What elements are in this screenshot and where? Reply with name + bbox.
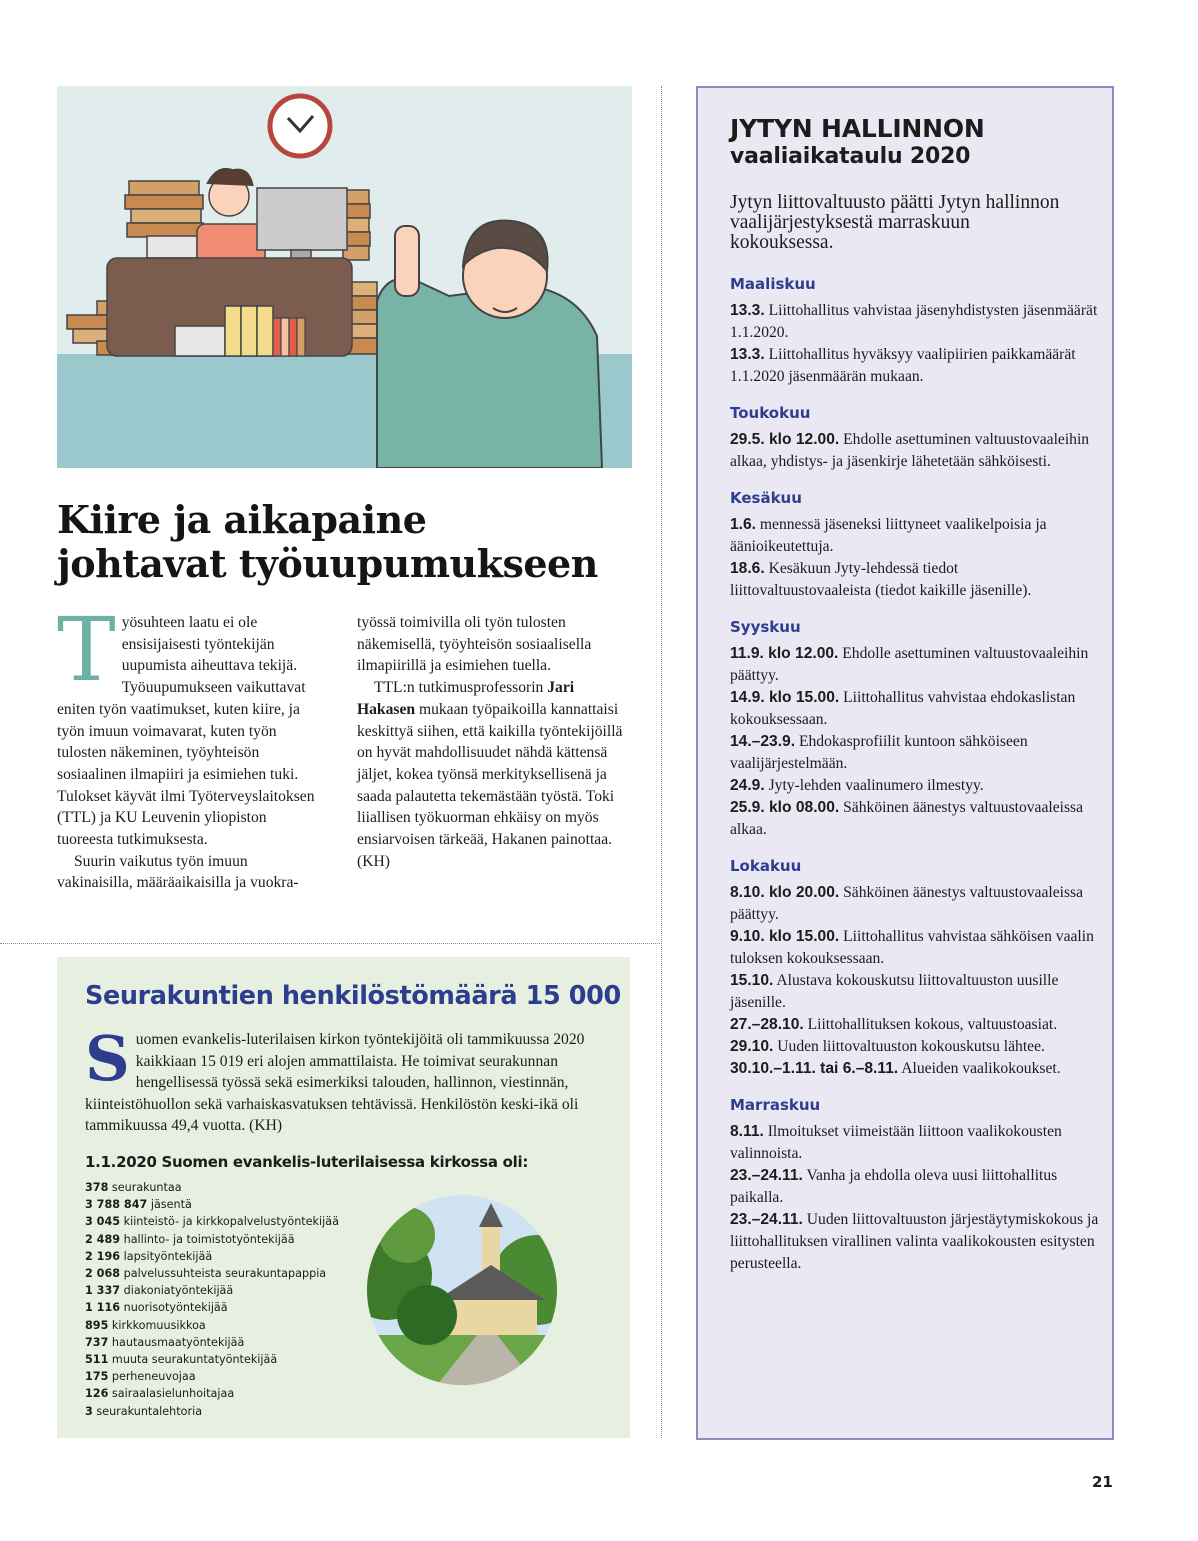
entry-text: Sähköinen äänestys valtuustovaaleissa alkaa. bbox=[730, 799, 1084, 838]
month-heading: Toukokuu bbox=[730, 404, 811, 422]
stat-label: sairaalasielunhoitajaa bbox=[111, 1387, 235, 1401]
article-paragraph bbox=[357, 677, 635, 872]
entry-date: 27.–28.10. bbox=[730, 1016, 804, 1033]
entry-text: Vanha ja ehdolla oleva uusi liittohallitus paikalla. bbox=[730, 1167, 1058, 1206]
paragraph-text: TTL:n tutkimusprofessorin bbox=[374, 679, 548, 697]
entry-date: 18.6. bbox=[730, 560, 765, 577]
stat-item bbox=[85, 1403, 339, 1420]
entry-date: 13.3. bbox=[730, 346, 765, 363]
entry-text: Sähköinen äänestys valtuustovaaleissa päättyy. bbox=[730, 884, 1084, 923]
headline-line-2: johtavat työuupumukseen bbox=[57, 541, 598, 586]
month-heading: Kesäkuu bbox=[730, 489, 802, 507]
schedule-month-section bbox=[730, 402, 1100, 473]
stat-number: 737 bbox=[85, 1335, 109, 1349]
stat-item bbox=[85, 1299, 339, 1316]
schedule-month-section bbox=[730, 616, 1100, 841]
stat-item bbox=[85, 1351, 339, 1368]
schedule-entry bbox=[730, 775, 1100, 797]
stat-label: hautausmaatyöntekijää bbox=[111, 1335, 245, 1349]
stat-item bbox=[85, 1385, 339, 1402]
stat-number: 511 bbox=[85, 1353, 109, 1367]
stat-label: diakoniatyöntekijää bbox=[123, 1284, 234, 1298]
stat-number: 895 bbox=[85, 1318, 109, 1332]
article-column-2 bbox=[357, 612, 635, 872]
office-stress-illustration bbox=[57, 86, 632, 468]
schedule-entry bbox=[730, 300, 1100, 344]
entry-date: 29.10. bbox=[730, 1038, 774, 1055]
stat-label: hallinto- ja toimistotyöntekijää bbox=[123, 1232, 295, 1246]
page-number: 21 bbox=[1092, 1473, 1113, 1491]
entry-text: Alueiden vaalikokoukset. bbox=[898, 1060, 1061, 1077]
entry-date: 15.10. bbox=[730, 972, 774, 989]
schedule-entry bbox=[730, 1058, 1100, 1080]
entry-date: 11.9. klo 12.00. bbox=[730, 645, 839, 662]
schedule-entry bbox=[730, 643, 1100, 687]
schedule-month-section bbox=[730, 1094, 1100, 1275]
entry-date: 13.3. bbox=[730, 302, 765, 319]
drop-cap: S bbox=[85, 1022, 130, 1095]
month-heading: Maaliskuu bbox=[730, 275, 816, 293]
entry-text: Uuden liittovaltuuston kokouskutsu lähtee. bbox=[773, 1038, 1045, 1055]
entry-text: Liittohallituksen kokous, valtuustoasiat. bbox=[803, 1016, 1058, 1033]
schedule-subtitle: vaaliaikataulu 2020 bbox=[730, 144, 971, 169]
stat-label: nuorisotyöntekijää bbox=[123, 1301, 228, 1315]
entry-date: 29.5. klo 12.00. bbox=[730, 431, 840, 448]
stat-number: 126 bbox=[85, 1387, 109, 1401]
church-photo bbox=[367, 1195, 557, 1385]
stat-item bbox=[85, 1317, 339, 1334]
entry-date: 1.6. bbox=[730, 516, 757, 533]
stat-label: seurakuntalehtoria bbox=[96, 1404, 203, 1418]
church-stats-list bbox=[85, 1179, 339, 1420]
schedule-entry bbox=[730, 797, 1100, 841]
month-heading: Syyskuu bbox=[730, 618, 801, 636]
entry-text: Liittohallitus vahvistaa sähköisen vaalin tuloksen kokouksessaan. bbox=[730, 928, 1094, 967]
entry-date: 8.10. klo 20.00. bbox=[730, 884, 840, 901]
stat-number: 2 068 bbox=[85, 1267, 121, 1281]
entry-text: Ehdokasprofiilit kuntoon sähköiseen vaalijärjestelmään. bbox=[730, 733, 1028, 772]
article-paragraph: työssä toimivilla oli työn tulosten näkemisellä, työyhteisön sosiaalisella ilmapiirillä ja esimiehen tuella. bbox=[357, 614, 592, 675]
stat-item bbox=[85, 1282, 339, 1299]
stat-number: 2 196 bbox=[85, 1249, 121, 1263]
entry-text: Uuden liittovaltuuston järjestäytymiskokous ja liittohallituksen virallinen valinta vaalikokousten esitysten perusteella. bbox=[730, 1211, 1099, 1272]
stat-item bbox=[85, 1334, 339, 1351]
schedule-entry bbox=[730, 558, 1100, 602]
stat-label: muuta seurakuntatyöntekijää bbox=[111, 1353, 278, 1367]
schedule-intro: Jytyn liittovaltuusto päätti Jytyn hallinnon vaalijärjestyksestä marraskuun kokouksessa. bbox=[730, 192, 1060, 253]
church-paragraph: uomen evankelis-luterilaisen kirkon työntekijöitä oli tammikuussa 2020 kaikkiaan 15 019 eri alojen ammattilaista. He toimivat seurakunnan hengellisessä työssä sekä esimerkiksi talouden, hallinnon, viestinnän, kiinteistöhuollon sekä varhaiskasvatuksen tehtävissä. Henkilöstön keski-ikä oli tammikuussa 49,4 vuotta. (KH) bbox=[85, 1031, 585, 1134]
article-column-1 bbox=[57, 598, 319, 894]
stat-item bbox=[85, 1213, 339, 1230]
schedule-months bbox=[730, 273, 1100, 1289]
stat-item bbox=[85, 1231, 339, 1248]
stat-label: perheneuvojaa bbox=[111, 1370, 196, 1384]
clock-icon bbox=[270, 96, 330, 156]
entry-text: Liittohallitus vahvistaa jäsenyhdistysten jäsenmäärät 1.1.2020. bbox=[730, 302, 1098, 341]
entry-text: Liittohallitus vahvistaa ehdokaslistan kokouksessaan. bbox=[730, 689, 1076, 728]
section-divider bbox=[0, 943, 662, 944]
stat-number: 175 bbox=[85, 1370, 109, 1384]
article-headline bbox=[57, 498, 637, 586]
paragraph-text: mukaan työpaikoilla kannattaisi keskittyä siihen, että kaikilla työntekijöillä on hyvät mahdollisuudet nähdä kättensä jäljet, kokea työnsä merkityksellisenä ja saada palautetta tekemästään työstä. Toki liiallisen työkuorman ehkäisy on myös ensiarvoisen tärkeää, Hakanen painottaa. (KH) bbox=[357, 700, 623, 870]
stat-number: 3 bbox=[85, 1404, 93, 1418]
schedule-entry bbox=[730, 1165, 1100, 1209]
church-box-text bbox=[85, 1022, 617, 1137]
schedule-entry bbox=[730, 731, 1100, 775]
column-divider bbox=[661, 86, 662, 1438]
stat-number: 2 489 bbox=[85, 1232, 121, 1246]
entry-text: Alustava kokouskutsu liittovaltuuston uusille jäsenille. bbox=[730, 972, 1059, 1011]
schedule-entry bbox=[730, 926, 1100, 970]
month-heading: Marraskuu bbox=[730, 1096, 821, 1114]
entry-text: Jyty-lehden vaalinumero ilmestyy. bbox=[764, 777, 984, 794]
entry-date: 9.10. klo 15.00. bbox=[730, 928, 840, 945]
person-name: Jari Hakasen bbox=[357, 679, 575, 718]
schedule-month-section bbox=[730, 855, 1100, 1080]
month-heading: Lokakuu bbox=[730, 857, 802, 875]
article-paragraph: Suurin vaikutus työn imuun vakinaisilla, määräaikaisilla ja vuokra- bbox=[57, 852, 299, 892]
church-box-title: Seurakuntien henkilöstömäärä 15 000 bbox=[85, 981, 621, 1011]
stat-number: 378 bbox=[85, 1181, 109, 1194]
schedule-entry bbox=[730, 687, 1100, 731]
stat-number: 1 116 bbox=[85, 1301, 121, 1315]
election-schedule-box bbox=[696, 86, 1114, 1440]
schedule-entry bbox=[730, 970, 1100, 1014]
entry-text: Ehdolle asettuminen valtuustovaaleihin päättyy. bbox=[730, 645, 1089, 684]
entry-date: 24.9. bbox=[730, 777, 765, 794]
entry-date: 8.11. bbox=[730, 1123, 764, 1140]
schedule-entry bbox=[730, 429, 1100, 473]
stat-label: seurakuntaa bbox=[111, 1181, 182, 1194]
church-staff-box bbox=[57, 957, 630, 1438]
entry-text: mennessä jäseneksi liittyneet vaalikelpoisia ja äänioikeutettuja. bbox=[730, 516, 1047, 555]
stat-number: 3 788 847 bbox=[85, 1198, 148, 1212]
stat-label: jäsentä bbox=[150, 1198, 192, 1212]
schedule-entry bbox=[730, 1121, 1100, 1165]
entry-date: 30.10.–1.11. tai 6.–8.11. bbox=[730, 1060, 899, 1077]
entry-date: 14.9. klo 15.00. bbox=[730, 689, 840, 706]
article-paragraph: yösuhteen laatu ei ole ensisijaisesti työntekijän uupumista aiheuttava tekijä. Työuupumukseen vaikuttavat eniten työn vaatimukset, kuten kiire, ja työn imuun voimavarat, kuten työn tulosten näkeminen, työyhteisön sosiaalinen ilmapiiri ja esimiehen tuki. Tulokset käyvät ilmi Työterveyslaitoksen (TTL) ja KU Leuvenin yliopiston tuoreesta tutkimuksesta. bbox=[57, 614, 315, 849]
schedule-title: JYTYN HALLINNON bbox=[730, 114, 985, 143]
schedule-entry bbox=[730, 1014, 1100, 1036]
stat-label: lapsityöntekijää bbox=[123, 1249, 213, 1263]
drop-cap: T bbox=[57, 598, 116, 701]
entry-date: 23.–24.11. bbox=[730, 1167, 803, 1184]
stat-number: 3 045 bbox=[85, 1215, 121, 1229]
entry-text: Ehdolle asettuminen valtuustovaaleihin alkaa, yhdistys- ja jäsenkirje lähetetään sähköisesti. bbox=[730, 431, 1090, 470]
schedule-entry bbox=[730, 344, 1100, 388]
entry-date: 23.–24.11. bbox=[730, 1211, 803, 1228]
headline-line-1: Kiire ja aikapaine bbox=[57, 497, 427, 542]
schedule-entry bbox=[730, 514, 1100, 558]
church-stats-heading: 1.1.2020 Suomen evankelis-luterilaisessa kirkossa oli: bbox=[85, 1153, 529, 1171]
stat-item bbox=[85, 1368, 339, 1385]
schedule-entry bbox=[730, 1209, 1100, 1275]
stat-label: kiinteistö- ja kirkkopalvelustyöntekijää bbox=[123, 1215, 339, 1229]
stat-item bbox=[85, 1265, 339, 1282]
stat-item bbox=[85, 1179, 339, 1196]
entry-date: 25.9. klo 08.00. bbox=[730, 799, 840, 816]
entry-date: 14.–23.9. bbox=[730, 733, 796, 750]
entry-text: Ilmoitukset viimeistään liittoon vaalikokousten valinnoista. bbox=[730, 1123, 1062, 1162]
schedule-month-section bbox=[730, 273, 1100, 388]
stat-number: 1 337 bbox=[85, 1284, 121, 1298]
schedule-entry bbox=[730, 1036, 1100, 1058]
stat-label: palvelussuhteista seurakuntapappia bbox=[123, 1267, 327, 1281]
schedule-entry bbox=[730, 882, 1100, 926]
entry-text: Liittohallitus hyväksyy vaalipiirien paikkamäärät 1.1.2020 jäsenmäärän mukaan. bbox=[730, 346, 1076, 385]
schedule-month-section bbox=[730, 487, 1100, 602]
entry-text: Kesäkuun Jyty-lehdessä tiedot liittovaltuustovaaleista (tiedot kaikille jäsenille). bbox=[730, 560, 1032, 599]
stat-item bbox=[85, 1196, 339, 1213]
stat-item bbox=[85, 1248, 339, 1265]
stat-label: kirkkomuusikkoa bbox=[111, 1318, 206, 1332]
